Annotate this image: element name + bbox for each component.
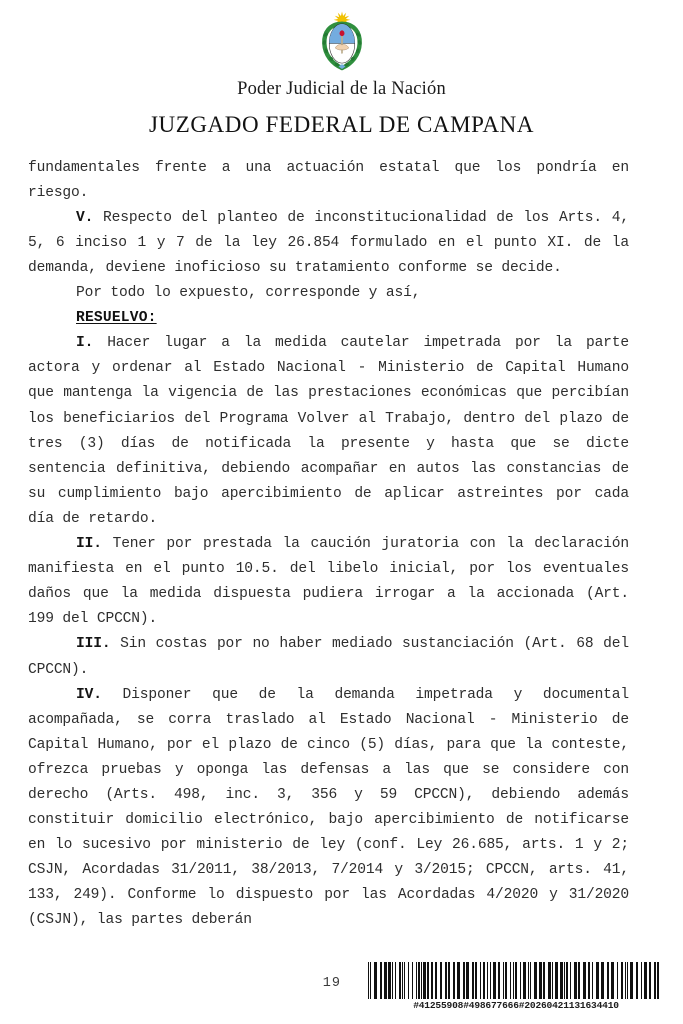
resuelvo-label: RESUELVO: bbox=[76, 310, 157, 327]
paragraph-closing-statement: Por todo lo expuesto, corresponde y así, bbox=[76, 285, 421, 302]
resolution-numeral-ii: II. bbox=[76, 536, 102, 553]
section-text-v: Respecto del planteo de inconstitucionalidad de los Arts. 4, 5, 6 inciso 1 y 7 de la ley 26.854 formulado en el punto XI. de la demanda, deviene inoficioso su tratamiento conforme se decide. bbox=[28, 209, 629, 277]
resolution-numeral-i: I. bbox=[76, 335, 94, 352]
paragraph-section-v bbox=[28, 206, 629, 281]
paragraph-resolution-iii bbox=[28, 632, 629, 682]
paragraph-resolution-ii bbox=[28, 532, 629, 632]
barcode-block bbox=[367, 962, 665, 1011]
argentina-coat-of-arms-icon bbox=[315, 9, 369, 73]
document-body bbox=[0, 156, 683, 934]
court-branch-title: Poder Judicial de la Nación bbox=[237, 79, 446, 99]
resolution-numeral-iii: III. bbox=[76, 636, 111, 653]
page-number: 19 bbox=[322, 975, 341, 991]
barcode-icon bbox=[367, 962, 665, 999]
paragraph-resolution-iv bbox=[28, 683, 629, 934]
page-title: JUZGADO FEDERAL DE CAMPANA bbox=[148, 112, 535, 138]
barcode-number: #41255908#498677666#20260421131634410 bbox=[413, 999, 619, 1011]
paragraph-continuation: fundamentales frente a una actuación estatal que los pondría en riesgo. bbox=[28, 159, 629, 201]
resolution-text-i: Hacer lugar a la medida cautelar impetrada por la parte actora y ordenar al Estado Nacional - Ministerio de Capital Humano que mantenga la vigencia de las prestaciones económicas que percibían los beneficiarios del Programa Volver al Trabajo, dentro del plazo de tres (3) días de notificada la presente y hasta que se dicte sentencia definitiva, debiendo acompañar en autos las constancias de su cumplimiento bajo apercibimiento de aplicar astreintes por cada día de retardo. bbox=[28, 335, 629, 527]
document-footer bbox=[0, 954, 683, 1018]
resolution-text-ii: Tener por prestada la caución juratoria con la declaración manifiesta en el punto 10.5. del libelo inicial, por los eventuales daños que la medida dispuesta pudiera irrogar a la accionada (Art. 199 del CPCCN). bbox=[28, 536, 629, 628]
resuelvo-heading bbox=[28, 306, 629, 331]
document-header bbox=[0, 0, 683, 138]
resolution-text-iv: Disponer que de la demanda impetrada y documental acompañada, se corra traslado al Estado Nacional - Ministerio de Capital Humano, por el plazo de cinco (5) días, para que la conteste, ofrezca pruebas y oponga las defensas a las que se considere con derecho (Arts. 498, inc. 3, 356 y 59 CPCCN), debiendo además constituir domicilio electrónico, bajo apercibimiento de notificarse en lo sucesivo por ministerio de ley (conf. Ley 26.685, arts. 1 y 2; CSJN, Acordadas 31/2011, 38/2013, 7/2014 y 3/2015; CPCCN, arts. 41, 133, 249). Conforme lo dispuesto por las Acordadas 4/2020 y 31/2020 (CSJN), las partes deberán bbox=[28, 686, 629, 929]
paragraph-resolution-i bbox=[28, 331, 629, 532]
resolution-text-iii: Sin costas por no haber mediado sustanciación (Art. 68 del CPCCN). bbox=[28, 636, 629, 678]
section-numeral-v: V. bbox=[76, 209, 94, 226]
resolution-numeral-iv: IV. bbox=[76, 686, 102, 703]
